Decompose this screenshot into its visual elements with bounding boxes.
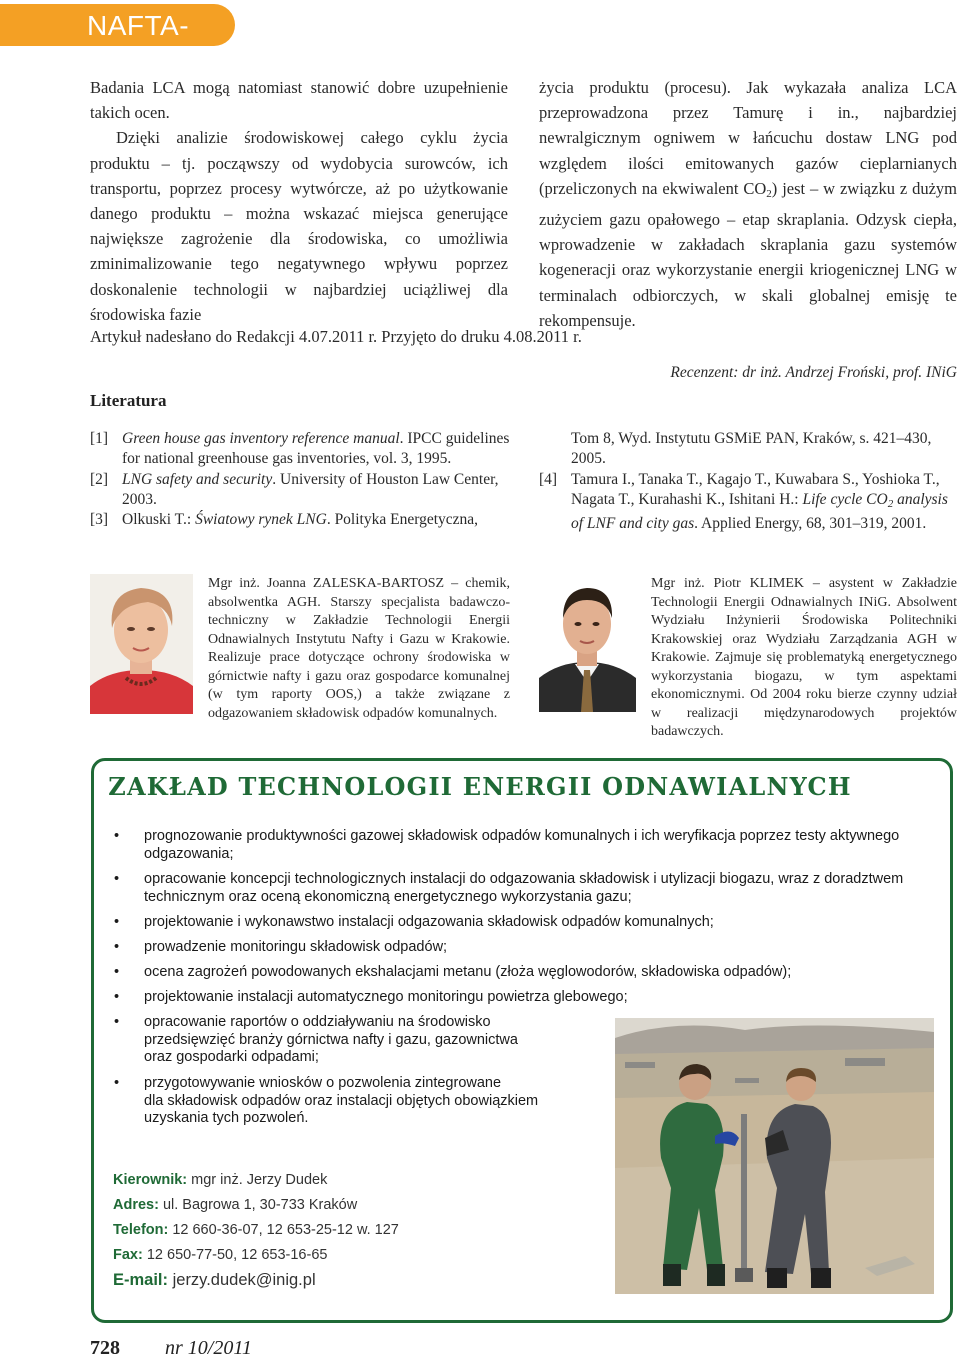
reference-details: Tom 8, Wyd. Instytutu GSMiE PAN, Kraków, s. 421–430, 2005. xyxy=(571,430,932,468)
article-right-column xyxy=(539,75,957,333)
references-right xyxy=(539,429,959,534)
bullet: • xyxy=(114,914,120,930)
references-left xyxy=(90,429,510,530)
task-line: prognozowanie produktywności gazowej składowisk odpadów komunalnych i ich weryfikacja poprzez testy aktywnego xyxy=(144,828,900,844)
contact-head xyxy=(113,1172,327,1188)
contact-phone xyxy=(113,1222,399,1238)
reference-author: Olkuski T.: xyxy=(122,511,196,529)
contact-address xyxy=(113,1197,357,1213)
paragraph-text: ) jest – w związku z dużym zużyciem gazu opałowego – etap skraplania. Odzysk ciepła, wprowadzenie w zakładach skraplania gazu systemów kogeneracji oraz wykorzystanie energii kriogenicznej LNG w terminalach odbiorczych, w skali globalnej emisję te rekompensuje. xyxy=(539,178,957,330)
reference-item xyxy=(539,470,959,535)
reference-title: Green house gas inventory reference manual xyxy=(122,430,400,447)
reference-number: [2] xyxy=(90,470,109,488)
contact-value: 12 650-77-50, 12 653-16-65 xyxy=(142,1247,328,1263)
contact-value: mgr inż. Jerzy Dudek xyxy=(187,1172,328,1188)
reference-item xyxy=(90,429,510,470)
reference-title: LNG safety and security xyxy=(122,470,273,488)
task-line: odgazowania; xyxy=(144,845,234,862)
bullet: • xyxy=(114,964,120,980)
bullet: • xyxy=(114,1075,120,1091)
article-left-column xyxy=(90,75,508,327)
task-line: technicznym oraz oceną ekonomiczną energetycznego wykorzystania gazu; xyxy=(144,888,632,905)
task-line: przygotowywanie wniosków o pozwolenia zintegrowane xyxy=(144,1075,502,1091)
author-photo-man xyxy=(539,574,636,712)
paragraph: Dzięki analizie środowiskowej całego cyklu życia produktu – tj. począwszy od wydobycia surowców, ich transportu, poprzez procesy wytwórcze, aż po użytkowanie danego produktu – można wskazać miejsca generujące największe zagrożenie dla środowiska, co umożliwia zminimalizowanie tego negatywnego wpływu poprzez doskonalenie technologii w najbardziej uciążliwej dla środowiska fazie xyxy=(90,128,508,324)
reference-number: [4] xyxy=(539,470,558,488)
reference-author: Tamura I., Tanaka T., Kagajo T., Kuwabara S., Yoshioka T., Nagata T., Kurahashi K., Ishitani H.: xyxy=(571,470,940,508)
reference-details: . University of Houston Law Center, 2003. xyxy=(122,470,499,508)
department-title: ZAKŁAD TECHNOLOGII ENERGII ODNAWIALNYCH xyxy=(108,772,852,801)
contact-label: Kierownik: xyxy=(113,1172,188,1188)
reference-details: . Applied Energy, 68, 301–319, 2001. xyxy=(694,515,927,533)
reference-details: . IPCC guidelines for national greenhouse gas inventories, vol. 3, 1995. xyxy=(122,430,510,468)
contact-email xyxy=(113,1271,316,1290)
reference-title: Światowy rynek LNG xyxy=(195,511,327,529)
task-line: oraz gospodarki odpadami; xyxy=(144,1049,319,1065)
task-line: opracowanie koncepcji technologicznych instalacji do odgazowania składowisk i utylizacji biogazu, wraz z doradztwem xyxy=(144,871,904,887)
page-number: 728 xyxy=(90,1337,120,1359)
reference-title: Life cycle CO xyxy=(802,490,888,508)
author-bio: Mgr inż. Joanna ZALESKA-BARTOSZ – chemik, absolwentka AGH. Starszy specjalista badawczo-techniczny w Zakładzie Technologii Energii Odnawialnych Instytutu Nafty i Gazu w Krakowie. Realizuje prace dotyczące ochrony środowiska w górnictwie nafty i gazu oraz gospodarce komunalnej (w tym raporty OOS,) a także związane z odgazowaniem składowisk odpadów komunalnych. xyxy=(208,576,510,721)
reference-title: analysis of LNF and city gas xyxy=(571,490,948,533)
task-line: uzyskania tych pozwoleń. xyxy=(144,1110,309,1126)
contact-value: ul. Bagrowa 1, 30-733 Kraków xyxy=(158,1197,358,1213)
paragraph-text: życia produktu (procesu). Jak wykazała analiza LCA przeprowadzona przez Tamurę i in., najbardziej newralgicznym ogniwem w łańcuchu dostaw LNG pod względem ilości emitowanych gazów cieplarnianych (przeliczonych na ekwiwalent CO xyxy=(539,78,957,198)
field-work-photo xyxy=(615,1018,934,1294)
reference-item xyxy=(90,470,510,511)
reference-continuation xyxy=(539,429,959,470)
task-line: projektowanie instalacji automatycznego monitoringu powietrza glebowego; xyxy=(144,989,628,1005)
contact-value: 12 660-36-07, 12 653-25-12 w. 127 xyxy=(168,1222,399,1238)
paragraph: Badania LCA mogą natomiast stanowić dobre uzupełnienie takich ocen. xyxy=(90,78,508,123)
contact-label: Fax: xyxy=(113,1247,143,1263)
bullet: • xyxy=(114,828,120,844)
reference-number: [1] xyxy=(90,430,109,447)
section-header-label: NAFTA-GAZ xyxy=(87,10,190,73)
author-photo-woman xyxy=(90,574,193,714)
contact-label: Adres: xyxy=(113,1197,159,1213)
reference-item xyxy=(90,510,510,530)
task-line: ocena zagrożeń powodowanych ekshalacjami metanu (złoża węglowodorów, składowiska odpadów); xyxy=(144,964,792,980)
contact-label: E-mail: xyxy=(113,1271,169,1289)
contact-label: Telefon: xyxy=(113,1222,169,1238)
bullet: • xyxy=(114,939,120,955)
subscript: 2 xyxy=(887,497,894,510)
contact-fax xyxy=(113,1247,327,1263)
task-line: dla składowisk odpadów oraz instalacji objętych obowiązkiem xyxy=(144,1092,539,1109)
subscript: 2 xyxy=(766,187,772,200)
reference-number: [3] xyxy=(90,511,109,529)
bullet: • xyxy=(114,989,120,1005)
reviewer-note: Recenzent: dr inż. Andrzej Froński, prof. INiG xyxy=(670,364,957,381)
task-line: prowadzenie monitoringu składowisk odpadów; xyxy=(144,939,448,955)
task-line: przedsięwzięć branży górnictwa nafty i gazu, gazownictwa xyxy=(144,1031,518,1048)
received-note: Artykuł nadesłano do Redakcji 4.07.2011 r. Przyjęto do druku 4.08.2011 r. xyxy=(90,327,582,346)
issue-number: nr 10/2011 xyxy=(165,1337,252,1359)
author-bio: Mgr inż. Piotr KLIMEK – asystent w Zakładzie Technologii Energii Odnawialnych INiG. Absolwent Wydziału Inżynierii Środowiska Politechniki Krakowskiej oraz Wydziału Zarządzania AGH w Krakowie. Zajmuje się problematyką energetycznego wykorzystania biogazu, w tym aspektami ekonomicznymi. Od 2004 roku bierze czynny udział w realizacji międzynarodowych projektów badawczych. xyxy=(651,576,957,739)
bullet: • xyxy=(114,1014,120,1030)
paragraph xyxy=(539,75,957,333)
literature-title: Literatura xyxy=(90,391,167,410)
email-link[interactable]: jerzy.dudek@inig.pl xyxy=(168,1271,316,1289)
bullet: • xyxy=(114,871,120,887)
reference-details: . Polityka Energetyczna, xyxy=(326,511,479,529)
task-line: opracowanie raportów o oddziaływaniu na środowisko xyxy=(144,1014,491,1030)
task-line: projektowanie i wykonawstwo instalacji odgazowania składowisk odpadów komunalnych; xyxy=(144,914,714,930)
section-header-tab xyxy=(0,4,235,73)
